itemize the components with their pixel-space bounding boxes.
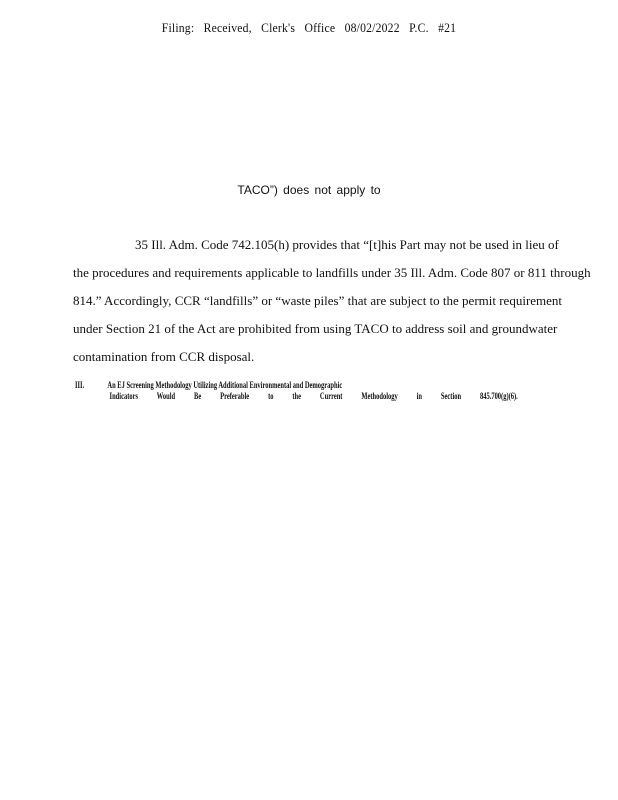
paragraph-line-2: the procedures and requirements applicable to landfills under 35 Ill. Adm. Code 807 or 811 through <box>73 265 591 280</box>
section-heading <box>75 380 518 401</box>
paragraph-line-1: 35 Ill. Adm. Code 742.105(h) provides that “[t]his Part may not be used in lieu of <box>135 237 559 252</box>
section-heading-line-1: An EJ Screening Methodology Utilizing Additional Environmental and Demographic <box>107 380 343 390</box>
taco-fragment-line: TACO”) does not apply to <box>237 183 381 197</box>
paragraph-line-3: 814.” Accordingly, CCR “landfills” or “waste piles” that are subject to the permit requirement <box>73 293 563 308</box>
paragraph-line-5: contamination from CCR disposal. <box>73 349 255 364</box>
filing-stamp-header: Filing: Received, Clerk's Office 08/02/2022 P.C. #21 <box>161 20 457 35</box>
section-number: III. <box>75 380 85 390</box>
section-heading-line-2: Indicators Would Be Preferable to the Current Methodology in Section 845.700(g)(6). <box>109 391 518 401</box>
paragraph-line-4: under Section 21 of the Act are prohibited from using TACO to address soil and groundwater <box>73 321 558 336</box>
